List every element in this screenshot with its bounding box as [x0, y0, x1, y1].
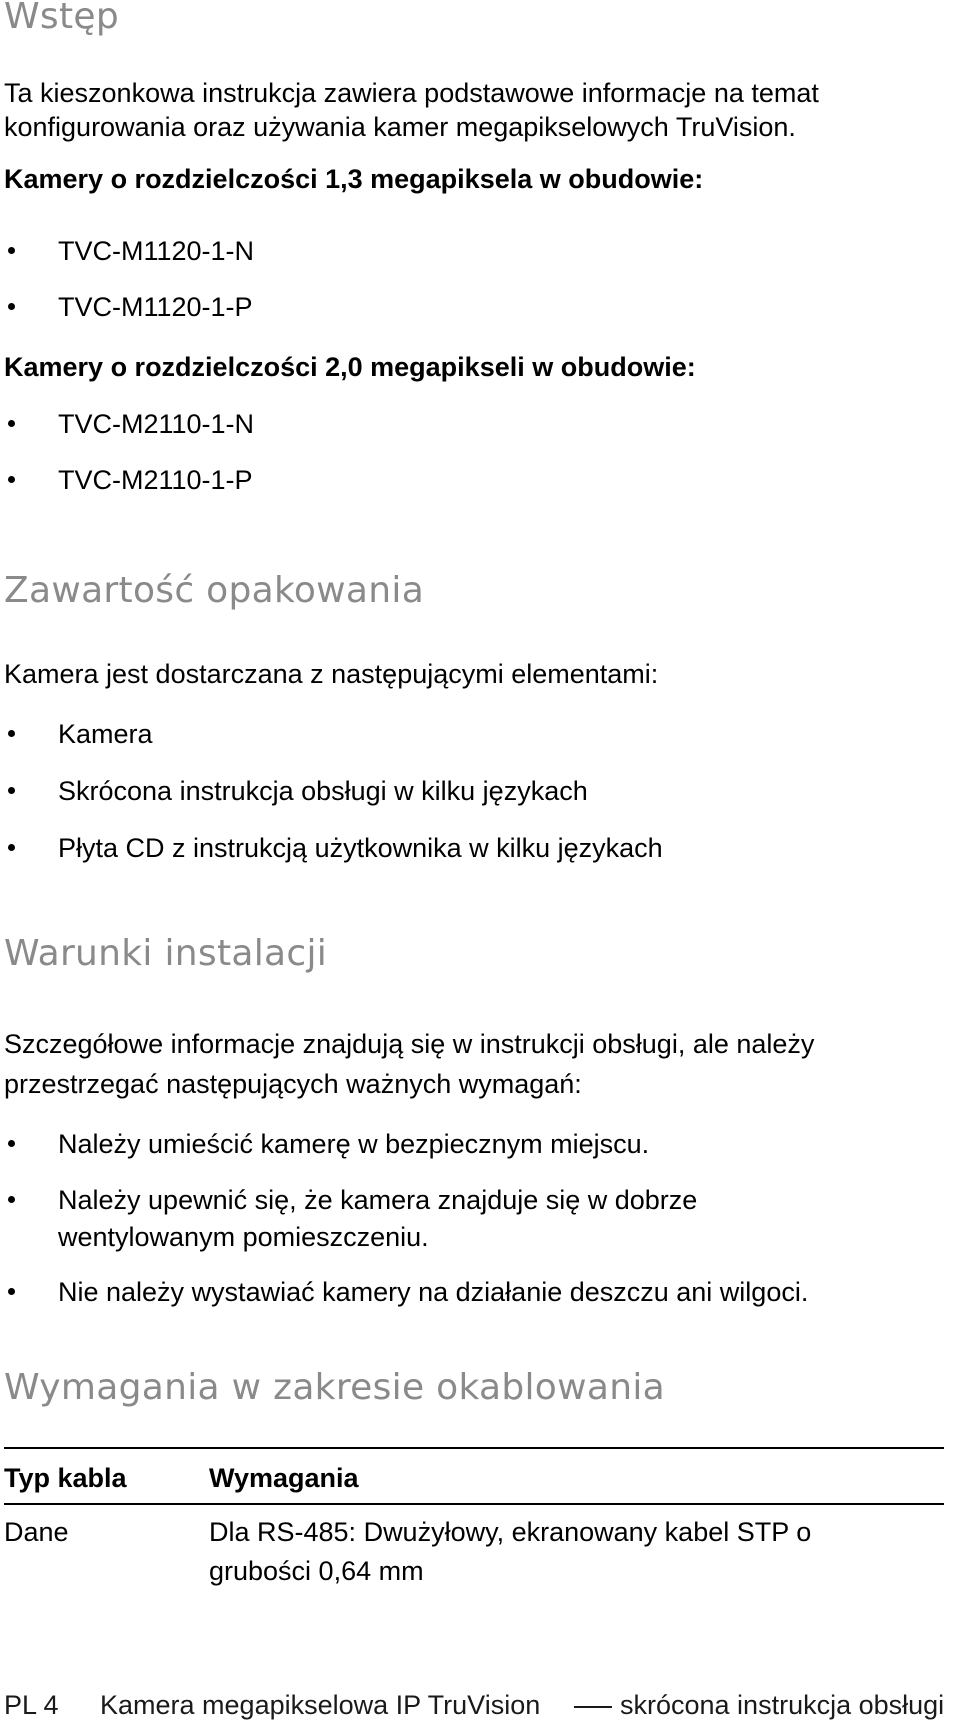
table-cell-requirements-line-1: Dla RS-485: Dwużyłowy, ekranowany kabel STP o [209, 1517, 812, 1547]
bullet-icon [8, 420, 15, 427]
bullet-icon [8, 1140, 15, 1147]
list-item: TVC-M1120-1-P [58, 292, 253, 322]
list-item: Kamera [58, 719, 153, 749]
intro-line-1: Ta kieszonkowa instrukcja zawiera podstawowe informacje na temat [4, 78, 819, 108]
footer-subtitle: skrócona instrukcja obsługi [620, 1690, 945, 1720]
section-heading-zawartosc: Zawartość opakowania [4, 570, 425, 611]
warunki-intro-line-1: Szczegółowe informacje znajdują się w instrukcji obsługi, ale należy [4, 1029, 815, 1059]
table-header-rule [4, 1503, 944, 1505]
group-title-1-3mp: Kamery o rozdzielczości 1,3 megapiksela w obudowie: [4, 164, 704, 194]
footer-doc-title: Kamera megapikselowa IP TruVision [100, 1690, 541, 1720]
page-number: PL 4 [4, 1690, 59, 1720]
list-item: Skrócona instrukcja obsługi w kilku językach [58, 776, 588, 806]
list-item: TVC-M2110-1-P [58, 465, 253, 495]
warunki-intro-line-2: przestrzegać następujących ważnych wymagań: [4, 1069, 582, 1099]
table-header-type: Typ kabla [4, 1463, 127, 1493]
footer-dash [574, 1706, 612, 1708]
section-heading-wstep: Wstęp [4, 0, 119, 37]
list-item: TVC-M2110-1-N [58, 409, 255, 439]
table-cell-requirements-line-2: grubości 0,64 mm [209, 1556, 424, 1586]
table-top-rule [4, 1447, 944, 1449]
bullet-icon [8, 303, 15, 310]
bullet-icon [8, 1196, 15, 1203]
list-item: Nie należy wystawiać kamery na działanie deszczu ani wilgoci. [58, 1277, 809, 1307]
section-heading-okablowanie: Wymagania w zakresie okablowania [4, 1367, 665, 1408]
list-item: Należy umieścić kamerę w bezpiecznym miejscu. [58, 1129, 650, 1159]
section-heading-warunki: Warunki instalacji [4, 933, 328, 974]
bullet-icon [8, 844, 15, 851]
list-item: Należy upewnić się, że kamera znajduje się w dobrze [58, 1185, 698, 1215]
bullet-icon [8, 247, 15, 254]
list-item: TVC-M1120-1-N [58, 236, 255, 266]
bullet-icon [8, 1288, 15, 1295]
bullet-icon [8, 787, 15, 794]
zawartosc-intro: Kamera jest dostarczana z następującymi elementami: [4, 659, 659, 689]
table-cell-type: Dane [4, 1517, 69, 1547]
list-item: Płyta CD z instrukcją użytkownika w kilku językach [58, 833, 663, 863]
list-item-continuation: wentylowanym pomieszczeniu. [58, 1222, 429, 1252]
intro-line-2: konfigurowania oraz używania kamer megapikselowych TruVision. [4, 112, 796, 142]
bullet-icon [8, 730, 15, 737]
bullet-icon [8, 476, 15, 483]
table-header-requirements: Wymagania [209, 1463, 359, 1493]
group-title-2mp: Kamery o rozdzielczości 2,0 megapikseli w obudowie: [4, 352, 696, 382]
